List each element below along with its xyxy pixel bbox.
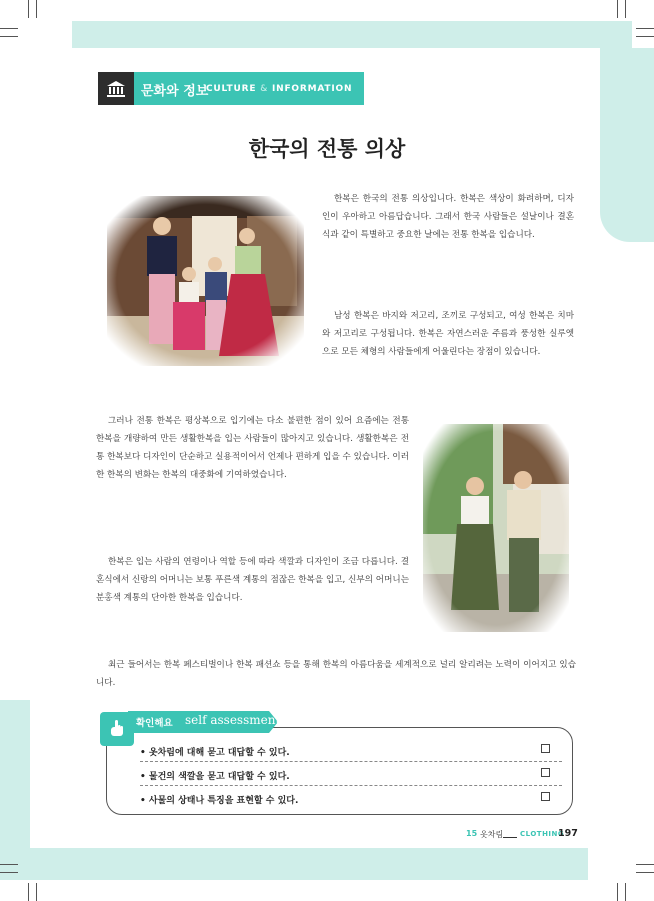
self-assessment-label-en: self assessment (185, 713, 281, 727)
crop-mark (617, 0, 618, 18)
section-label-information: INFORMATION (272, 84, 353, 94)
self-assessment-item (140, 793, 550, 806)
dashed-divider (140, 785, 562, 786)
self-assessment-item-text: • 사물의 상태나 특징을 표현할 수 있다. (140, 796, 299, 806)
crop-mark (0, 36, 18, 37)
paragraph-wedding-colors: 한복은 입는 사람의 연령이나 역할 등에 따라 색깔과 디자인이 조금 다릅니다. 결혼식에서 신랑의 어머니는 보통 푸른색 계통의 점잖은 한복을 입고, 신부의 어머니는 분홍색 계통의 단아한 한복을 입습니다. (96, 557, 409, 603)
paragraph-composition: 남성 한복은 바지와 저고리, 조끼로 구성되고, 여성 한복은 치마와 저고리로 구성됩니다. 한복은 자연스러운 주름과 풍성한 실루엣으로 모든 체형의 사람들에게 어울린다는 장점이 있습니다. (322, 311, 574, 357)
paragraph-intro: 한복은 한국의 전통 의상입니다. 한복은 색상이 화려하며, 디자인이 우아하고 아름답습니다. 그래서 한국 사람들은 설날이나 결혼식과 같이 특별하고 중요한 날에는 전통 한복을 입습니다. (322, 194, 574, 240)
self-assessment-item-text: • 물건의 색깔을 묻고 대답할 수 있다. (140, 772, 290, 782)
footer-unit-number: 15 (466, 829, 478, 838)
crop-mark (28, 883, 29, 901)
modern-hanbok-couple-photo (423, 424, 569, 632)
section-label-ko: 문화와 정보 (141, 84, 209, 99)
crop-mark (636, 872, 654, 873)
crop-mark (28, 0, 29, 18)
family-hanbok-photo (107, 196, 304, 366)
pointing-hand-icon (100, 712, 134, 746)
page-number: 197 (558, 828, 578, 839)
self-assessment-item (140, 745, 550, 758)
crop-mark (636, 36, 654, 37)
self-assessment-item-text: • 옷차림에 대해 묻고 대답할 수 있다. (140, 748, 290, 758)
crop-mark (0, 872, 18, 873)
crop-mark (636, 28, 654, 29)
crop-mark (0, 28, 18, 29)
self-assessment-label-ko: 확인해요 (136, 718, 173, 729)
crop-mark (625, 883, 626, 901)
section-label-culture: CULTURE (206, 84, 257, 94)
footer-divider (503, 837, 517, 838)
dashed-divider (140, 761, 562, 762)
page-title: 한국의 전통 의상 (248, 137, 406, 161)
checkbox[interactable] (541, 744, 550, 753)
footer-unit-ko: 옷차림 (480, 830, 504, 839)
crop-mark (625, 0, 626, 18)
crop-mark (0, 864, 18, 865)
self-assessment-item (140, 769, 550, 782)
footer-unit-en: CLOTHING (520, 830, 565, 838)
section-label-en (206, 84, 352, 94)
crop-mark (36, 0, 37, 18)
paragraph-modern-hanbok: 그러나 전통 한복은 평상복으로 입기에는 다소 불편한 점이 있어 요즘에는 전통 한복을 개량하여 만든 생활한복을 입는 사람들이 많아지고 있습니다. 생활한복은 전통 한복보다 디자인이 단순하고 실용적이어서 언제나 편하게 입을 수 있습니다. 이러한 한복의 변화는 한복의 대중화에 기여하였습니다. (96, 416, 409, 480)
crop-mark (36, 883, 37, 901)
footer-background-strip (28, 848, 588, 880)
checkbox[interactable] (541, 792, 550, 801)
section-label-ampersand: & (260, 84, 269, 94)
crop-mark (617, 883, 618, 901)
checkbox[interactable] (541, 768, 550, 777)
paragraph-festival: 최근 들어서는 한복 페스티벌이나 한복 패션쇼 등을 통해 한복의 아름다움을 세계적으로 널리 알리려는 노력이 이어지고 있습니다. (96, 660, 576, 688)
museum-icon (98, 72, 134, 105)
crop-mark (636, 864, 654, 865)
